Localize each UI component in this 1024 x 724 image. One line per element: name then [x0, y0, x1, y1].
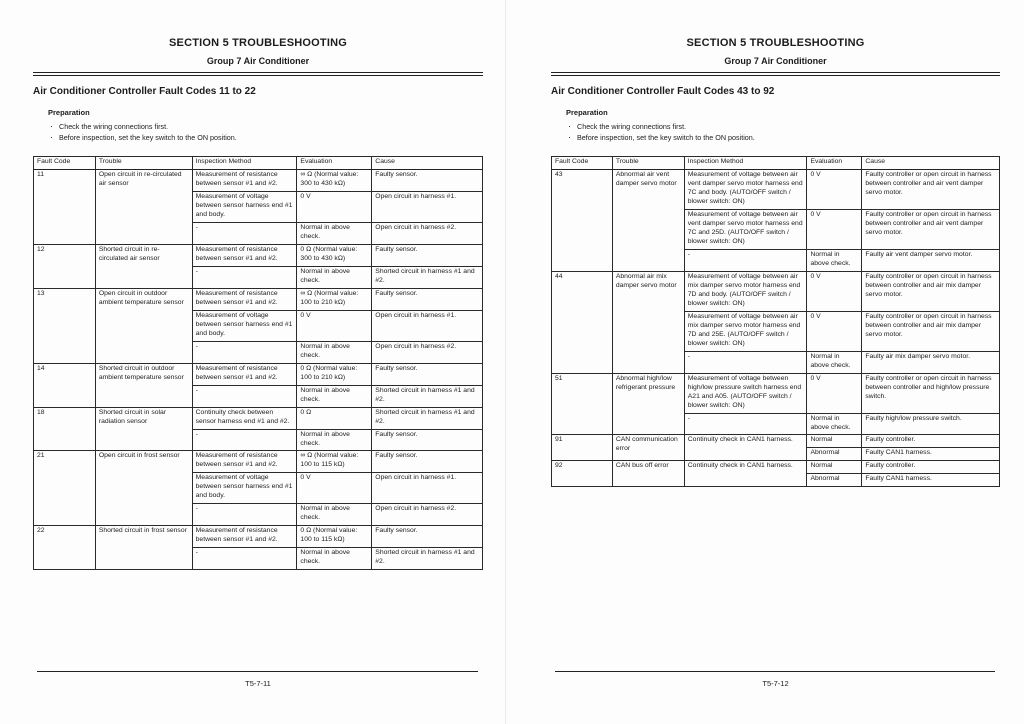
inspection-method-cell: Continuity check in CAN1 harness. [684, 435, 807, 461]
column-header: Inspection Method [192, 157, 297, 170]
trouble-cell: Open circuit in outdoor ambient temperature sensor [95, 288, 192, 363]
cause-cell: Open circuit in harness #2. [372, 223, 483, 245]
evaluation-cell: Normal in above check. [297, 341, 372, 363]
fault-code-table [33, 156, 483, 570]
header-double-rule [551, 72, 1000, 76]
fault-code-table [551, 156, 1000, 487]
evaluation-cell: ∞ Ω (Normal value: 100 to 210 kΩ) [297, 288, 372, 310]
inspection-method-cell: - [684, 351, 807, 373]
inspection-method-cell: Measurement of voltage between air vent damper servo motor harness end 7C and body. (AUTO/OFF switch / blower switch: ON) [684, 170, 807, 210]
page-number: T5-7-11 [245, 679, 271, 688]
evaluation-cell: ∞ Ω (Normal value: 300 to 430 kΩ) [297, 170, 372, 192]
evaluation-cell: Abnormal [807, 474, 862, 487]
preparation-list [50, 121, 483, 143]
cause-cell: Open circuit in harness #1. [372, 473, 483, 504]
table-header-row [34, 157, 483, 170]
trouble-cell: Open circuit in frost sensor [95, 451, 192, 526]
inspection-method-cell: Measurement of resistance between sensor #1 and #2. [192, 526, 297, 548]
preparation-label: Preparation [48, 108, 90, 117]
bullet-icon: · [568, 132, 571, 143]
table-body [552, 170, 1000, 487]
trouble-cell: CAN bus off error [612, 461, 684, 487]
column-header: Cause [372, 157, 483, 170]
evaluation-cell: 0 V [297, 473, 372, 504]
cause-cell: Faulty controller or open circuit in harness between controller and air mix damper servo motor. [862, 311, 1000, 351]
footer-rule [37, 671, 478, 672]
trouble-cell: Abnormal high/low refrigerant pressure [612, 373, 684, 435]
evaluation-cell: 0 Ω [297, 407, 372, 429]
inspection-method-cell: Measurement of resistance between sensor #1 and #2. [192, 288, 297, 310]
inspection-method-cell: Measurement of resistance between sensor #1 and #2. [192, 451, 297, 473]
table-row [34, 245, 483, 267]
fault-code-cell: 92 [552, 461, 613, 487]
inspection-method-cell: - [192, 267, 297, 289]
inspection-method-cell: - [684, 250, 807, 272]
fault-code-cell: 11 [34, 170, 96, 245]
inspection-method-cell: - [192, 223, 297, 245]
preparation-item-text: Before inspection, set the key switch to the ON position. [59, 133, 237, 143]
column-header: Trouble [612, 157, 684, 170]
fault-code-cell: 18 [34, 407, 96, 451]
group-title: Group 7 Air Conditioner [724, 56, 827, 66]
cause-cell: Faulty high/low pressure switch. [862, 413, 1000, 435]
footer-rule [555, 671, 995, 672]
cause-cell: Faulty controller or open circuit in harness between controller and high/low pressure switch. [862, 373, 1000, 413]
bullet-icon: · [568, 121, 571, 131]
inspection-method-cell: - [684, 413, 807, 435]
evaluation-cell: 0 Ω (Normal value: 100 to 210 kΩ) [297, 363, 372, 385]
inspection-method-cell: - [192, 504, 297, 526]
evaluation-cell: Normal in above check. [297, 504, 372, 526]
cause-cell: Faulty sensor. [372, 429, 483, 451]
table-row [552, 435, 1000, 448]
evaluation-cell: 0 V [807, 210, 862, 250]
cause-cell: Faulty controller or open circuit in harness between controller and air vent damper servo motor. [862, 170, 1000, 210]
preparation-item-text: Before inspection, set the key switch to the ON position. [577, 133, 755, 143]
table-row [552, 373, 1000, 413]
bullet-icon: · [50, 132, 53, 143]
column-header: Inspection Method [684, 157, 807, 170]
evaluation-cell: 0 V [297, 310, 372, 341]
column-header: Evaluation [807, 157, 862, 170]
section-title: SECTION 5 TROUBLESHOOTING [169, 37, 347, 49]
table-row [34, 407, 483, 429]
inspection-method-cell: Measurement of voltage between air mix damper servo motor harness end 7D and body. (AUTO/OFF switch / blower switch: ON) [684, 271, 807, 311]
fault-code-cell: 13 [34, 288, 96, 363]
page-number: T5-7-12 [762, 679, 789, 688]
inspection-method-cell: Measurement of resistance between sensor #1 and #2. [192, 170, 297, 192]
cause-cell: Faulty sensor. [372, 245, 483, 267]
cause-cell: Faulty CAN1 harness. [862, 474, 1000, 487]
evaluation-cell: 0 Ω (Normal value: 300 to 430 kΩ) [297, 245, 372, 267]
cause-cell: Open circuit in harness #2. [372, 504, 483, 526]
cause-cell: Shorted circuit in harness #1 and #2. [372, 548, 483, 570]
preparation-item [568, 121, 858, 132]
fault-code-cell: 21 [34, 451, 96, 526]
cause-cell: Faulty sensor. [372, 288, 483, 310]
section-title: SECTION 5 TROUBLESHOOTING [686, 37, 865, 49]
evaluation-cell: Normal in above check. [297, 267, 372, 289]
cause-cell: Shorted circuit in harness #1 and #2. [372, 407, 483, 429]
cause-cell: Faulty air vent damper servo motor. [862, 250, 1000, 272]
page-heading: Air Conditioner Controller Fault Codes 11 to 22 [33, 85, 256, 97]
cause-cell: Faulty controller or open circuit in harness between controller and air vent damper servo motor. [862, 210, 1000, 250]
preparation-item-text: Check the wiring connections first. [577, 122, 687, 131]
cause-cell: Faulty sensor. [372, 170, 483, 192]
table-row [552, 170, 1000, 210]
evaluation-cell: Normal in above check. [807, 413, 862, 435]
evaluation-cell: Normal in above check. [297, 223, 372, 245]
cause-cell: Faulty sensor. [372, 451, 483, 473]
trouble-cell: Abnormal air vent damper servo motor [612, 170, 684, 272]
header-double-rule [33, 72, 483, 76]
evaluation-cell: ∞ Ω (Normal value: 100 to 115 kΩ) [297, 451, 372, 473]
preparation-item [50, 121, 340, 132]
cause-cell: Faulty air mix damper servo motor. [862, 351, 1000, 373]
inspection-method-cell: - [192, 429, 297, 451]
page-divider [505, 0, 506, 724]
cause-cell: Shorted circuit in harness #1 and #2. [372, 385, 483, 407]
evaluation-cell: Normal in above check. [807, 351, 862, 373]
table-body [34, 170, 483, 570]
evaluation-cell: Normal [807, 461, 862, 474]
cause-cell: Open circuit in harness #1. [372, 310, 483, 341]
inspection-method-cell: Measurement of resistance between sensor #1 and #2. [192, 363, 297, 385]
manual-page-right [551, 0, 1000, 724]
inspection-method-cell: Measurement of voltage between high/low pressure switch harness end A21 and A05. (AUTO/OFF switch / blower switch: ON) [684, 373, 807, 413]
preparation-list [568, 121, 1000, 143]
inspection-method-cell: - [192, 341, 297, 363]
preparation-item [50, 132, 340, 143]
fault-code-cell: 22 [34, 526, 96, 570]
table-row [34, 526, 483, 548]
header-row [34, 157, 483, 170]
evaluation-cell: 0 V [807, 271, 862, 311]
inspection-method-cell: Continuity check in CAN1 harness. [684, 461, 807, 487]
inspection-method-cell: Measurement of voltage between air vent damper servo motor harness end 7C and 25D. (AUTO/OFF switch / blower switch: ON) [684, 210, 807, 250]
evaluation-cell: 0 V [807, 311, 862, 351]
preparation-item-text: Check the wiring connections first. [59, 122, 169, 131]
cause-cell: Faulty controller. [862, 461, 1000, 474]
table-row [552, 271, 1000, 311]
trouble-cell: Shorted circuit in frost sensor [95, 526, 192, 570]
evaluation-cell: Normal in above check. [297, 385, 372, 407]
inspection-method-cell: Measurement of voltage between sensor harness end #1 and body. [192, 192, 297, 223]
evaluation-cell: Normal in above check. [297, 429, 372, 451]
evaluation-cell: Abnormal [807, 448, 862, 461]
inspection-method-cell: Measurement of voltage between air mix damper servo motor harness end 7D and 25E. (AUTO/OFF switch / blower switch: ON) [684, 311, 807, 351]
cause-cell: Faulty controller or open circuit in harness between controller and air mix damper servo motor. [862, 271, 1000, 311]
cause-cell: Shorted circuit in harness #1 and #2. [372, 267, 483, 289]
preparation-item [568, 132, 858, 143]
evaluation-cell: Normal [807, 435, 862, 448]
cause-cell: Open circuit in harness #1. [372, 192, 483, 223]
table-row [34, 363, 483, 385]
trouble-cell: Shorted circuit in outdoor ambient temperature sensor [95, 363, 192, 407]
column-header: Fault Code [552, 157, 613, 170]
cause-cell: Faulty controller. [862, 435, 1000, 448]
table-row [34, 288, 483, 310]
trouble-cell: Shorted circuit in solar radiation sensor [95, 407, 192, 451]
fault-code-cell: 51 [552, 373, 613, 435]
manual-page-left [33, 0, 483, 724]
table-row [34, 170, 483, 192]
inspection-method-cell: Continuity check between sensor harness end #1 and #2. [192, 407, 297, 429]
preparation-label: Preparation [566, 108, 608, 117]
fault-code-cell: 44 [552, 271, 613, 373]
evaluation-cell: 0 V [807, 170, 862, 210]
evaluation-cell: 0 Ω (Normal value: 100 to 115 kΩ) [297, 526, 372, 548]
column-header: Fault Code [34, 157, 96, 170]
fault-code-cell: 12 [34, 245, 96, 289]
cause-cell: Open circuit in harness #2. [372, 341, 483, 363]
fault-code-cell: 14 [34, 363, 96, 407]
inspection-method-cell: Measurement of voltage between sensor harness end #1 and body. [192, 473, 297, 504]
fault-code-cell: 43 [552, 170, 613, 272]
evaluation-cell: 0 V [807, 373, 862, 413]
cause-cell: Faulty CAN1 harness. [862, 448, 1000, 461]
table-row [34, 451, 483, 473]
column-header: Evaluation [297, 157, 372, 170]
cause-cell: Faulty sensor. [372, 526, 483, 548]
inspection-method-cell: Measurement of resistance between sensor #1 and #2. [192, 245, 297, 267]
column-header: Cause [862, 157, 1000, 170]
table-row [552, 461, 1000, 474]
page-heading: Air Conditioner Controller Fault Codes 43 to 92 [551, 85, 775, 97]
trouble-cell: Abnormal air mix damper servo motor [612, 271, 684, 373]
evaluation-cell: Normal in above check. [807, 250, 862, 272]
column-header: Trouble [95, 157, 192, 170]
cause-cell: Faulty sensor. [372, 363, 483, 385]
trouble-cell: CAN communication error [612, 435, 684, 461]
evaluation-cell: Normal in above check. [297, 548, 372, 570]
trouble-cell: Open circuit in re-circulated air sensor [95, 170, 192, 245]
table-header-row [552, 157, 1000, 170]
trouble-cell: Shorted circuit in re-circulated air sensor [95, 245, 192, 289]
inspection-method-cell: Measurement of voltage between sensor harness end #1 and body. [192, 310, 297, 341]
inspection-method-cell: - [192, 548, 297, 570]
group-title: Group 7 Air Conditioner [206, 56, 310, 66]
evaluation-cell: 0 V [297, 192, 372, 223]
fault-code-cell: 91 [552, 435, 613, 461]
header-row [552, 157, 1000, 170]
inspection-method-cell: - [192, 385, 297, 407]
bullet-icon: · [50, 121, 53, 131]
